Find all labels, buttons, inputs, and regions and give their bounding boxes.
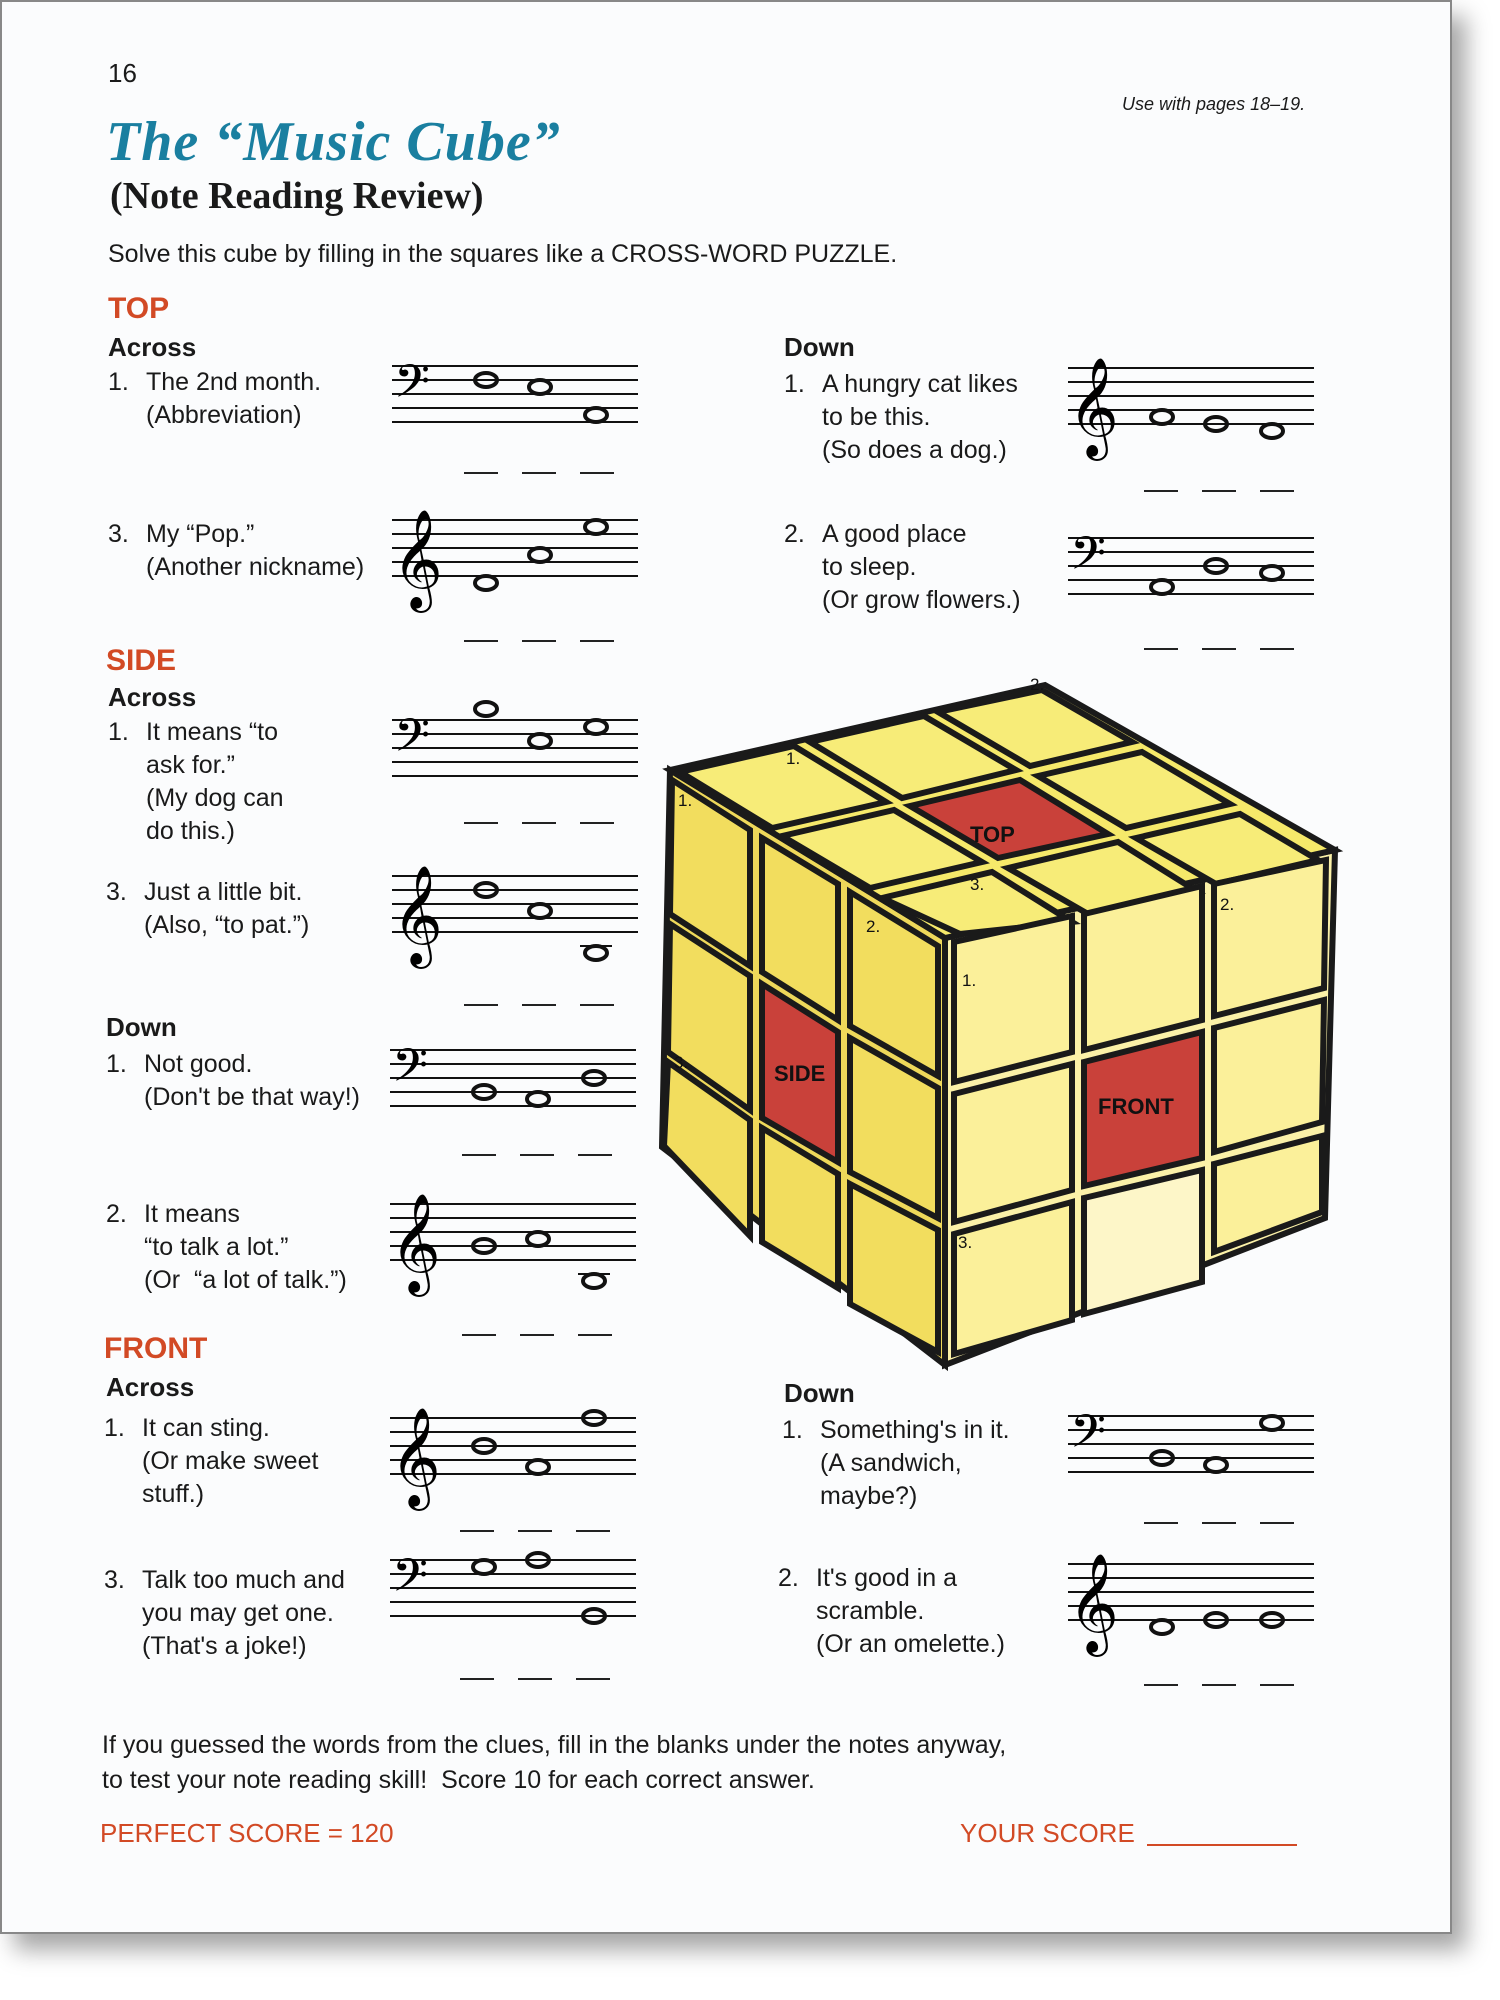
staff-top-across-1 xyxy=(390,356,640,436)
staff-top-across-3 xyxy=(390,498,640,618)
staff-front-down-2 xyxy=(1066,1542,1316,1662)
clue-text: It's good in a scramble. (Or an omelette.) xyxy=(816,1564,1005,1658)
answer-blanks-side-across-1[interactable] xyxy=(464,822,649,826)
clue-number: 2. xyxy=(106,1200,127,1228)
note-icon xyxy=(527,1232,549,1246)
clue-number: 3. xyxy=(106,878,127,906)
staff-side-across-3 xyxy=(390,854,640,974)
side-down-heading: Down xyxy=(106,1012,177,1042)
cube-front-label: FRONT xyxy=(1098,1094,1174,1119)
clue-text: A good place to sleep. (Or grow flowers.) xyxy=(822,520,1021,614)
treble-clef-icon: 𝄞 xyxy=(390,1193,441,1293)
treble-clef-icon: 𝄞 xyxy=(392,509,443,609)
answer-blanks-side-across-3[interactable] xyxy=(464,1004,649,1008)
note-icon xyxy=(585,408,607,422)
note-icon xyxy=(527,1092,549,1106)
cube-square xyxy=(1214,860,1326,1016)
front-down-heading: Down xyxy=(784,1378,855,1408)
note-icon xyxy=(1151,410,1173,424)
note-icon xyxy=(473,1560,495,1574)
clue-text: A hungry cat likes to be this. (So does a dog.) xyxy=(822,370,1018,464)
cube-number: 3. xyxy=(970,875,985,894)
cube-square xyxy=(1084,1170,1202,1314)
clue-number: 1. xyxy=(106,1050,127,1078)
cube-number: 1. xyxy=(678,791,693,810)
clue-number: 1. xyxy=(784,370,805,398)
music-cube-illustration xyxy=(642,652,1362,1372)
answer-blanks-side-down-2[interactable] xyxy=(462,1334,647,1338)
cube-square xyxy=(954,916,1072,1082)
clue-text: Not good. (Don't be that way!) xyxy=(144,1050,360,1111)
treble-clef-icon: 𝄞 xyxy=(1068,1553,1119,1653)
clue-text: It can sting. (Or make sweet stuff.) xyxy=(142,1414,319,1508)
section-front-heading: FRONT xyxy=(104,1332,208,1365)
answer-blanks-top-across-3[interactable] xyxy=(464,640,649,644)
answer-blanks-front-across-1[interactable] xyxy=(460,1530,645,1534)
treble-clef-icon: 𝄞 xyxy=(1068,357,1119,457)
bass-clef-icon: 𝄢 xyxy=(392,1039,429,1104)
staff-front-down-1 xyxy=(1066,1406,1316,1486)
cube-number: 1. xyxy=(962,971,977,990)
cube-number: 2. xyxy=(1030,675,1045,694)
note-icon xyxy=(585,520,607,534)
treble-clef-icon: 𝄞 xyxy=(392,865,443,965)
note-icon xyxy=(1261,424,1283,438)
answer-blanks-front-across-3[interactable] xyxy=(460,1678,645,1682)
answer-blanks-top-down-1[interactable] xyxy=(1144,490,1329,494)
clue-number: 1. xyxy=(108,718,129,746)
clue-number: 2. xyxy=(784,520,805,548)
note-icon xyxy=(585,946,607,960)
top-down-heading: Down xyxy=(784,332,855,362)
answer-blanks-top-across-1[interactable] xyxy=(464,472,649,476)
clue-text: Just a little bit. (Also, “to pat.”) xyxy=(144,878,310,939)
page-number: 16 xyxy=(108,58,137,88)
cube-side-label: SIDE xyxy=(774,1061,826,1086)
note-icon xyxy=(527,1460,549,1474)
use-with-note: Use with pages 18–19. xyxy=(1122,94,1306,114)
page-subtitle: (Note Reading Review) xyxy=(110,175,484,217)
page-title: The “Music Cube” xyxy=(106,111,561,173)
note-icon xyxy=(1151,1620,1173,1634)
section-top-heading: TOP xyxy=(108,292,170,325)
staff-front-across-1 xyxy=(388,1396,638,1516)
cube-number: 3. xyxy=(674,1053,689,1072)
note-icon xyxy=(529,734,551,748)
cube-top-label: TOP xyxy=(970,822,1015,847)
note-icon xyxy=(529,380,551,394)
clue-number: 3. xyxy=(104,1566,125,1594)
clue-text: The 2nd month. (Abbreviation) xyxy=(146,368,322,429)
clue-text: It means “to ask for.” (My dog can do this.) xyxy=(146,718,284,845)
note-icon xyxy=(1261,1416,1283,1430)
footer-note: If you guessed the words from the clues, fill in the blanks under the notes anyway, to test your note reading skill! Score 10 for each correct answer. xyxy=(102,1731,1007,1794)
clue-number: 1. xyxy=(108,368,129,396)
note-icon xyxy=(475,702,497,716)
staff-top-down-1 xyxy=(1066,338,1316,468)
staff-top-down-2 xyxy=(1066,528,1316,608)
section-side-heading: SIDE xyxy=(106,644,177,677)
side-across-heading: Across xyxy=(108,682,197,712)
staff-front-across-3 xyxy=(388,1550,638,1630)
clue-number: 1. xyxy=(104,1414,125,1442)
note-icon xyxy=(475,576,497,590)
your-score-field[interactable] xyxy=(1147,1844,1297,1846)
note-icon xyxy=(1205,1458,1227,1472)
note-icon xyxy=(529,548,551,562)
answer-blanks-front-down-2[interactable] xyxy=(1144,1684,1329,1688)
instructions: Solve this cube by filling in the squares like a CROSS-WORD PUZZLE. xyxy=(108,240,898,268)
bass-clef-icon: 𝄢 xyxy=(1070,1406,1107,1470)
bass-clef-icon: 𝄢 xyxy=(392,1550,429,1614)
cube-number: 3. xyxy=(958,1233,973,1252)
front-across-heading: Across xyxy=(106,1372,195,1402)
treble-clef-icon: 𝄞 xyxy=(390,1407,441,1507)
staff-side-across-1 xyxy=(390,700,640,800)
clue-text: Something's in it. (A sandwich, maybe?) xyxy=(820,1416,1010,1510)
bass-clef-icon: 𝄢 xyxy=(394,356,431,420)
staff-side-down-1 xyxy=(388,1038,638,1128)
clue-text: It means “to talk a lot.” (Or “a lot of talk.”) xyxy=(144,1200,347,1294)
clue-text: My “Pop.” (Another nickname) xyxy=(146,520,365,581)
clue-text: Talk too much and you may get one. (That's a joke!) xyxy=(142,1566,345,1660)
bass-clef-icon: 𝄢 xyxy=(1070,528,1107,592)
your-score-label: YOUR SCORE xyxy=(960,1818,1135,1848)
clue-number: 1. xyxy=(782,1416,803,1444)
note-icon xyxy=(585,720,607,734)
note-icon xyxy=(583,1274,605,1288)
note-icon xyxy=(1151,580,1173,594)
clue-number: 2. xyxy=(778,1564,799,1592)
answer-blanks-side-down-1[interactable] xyxy=(462,1154,647,1158)
cube-number: 2. xyxy=(1220,895,1235,914)
note-icon xyxy=(1261,566,1283,580)
bass-clef-icon: 𝄢 xyxy=(394,709,431,774)
staff-side-down-2 xyxy=(388,1182,638,1302)
top-across-heading: Across xyxy=(108,332,197,362)
cube-square xyxy=(1084,886,1202,1050)
cube-number: 1. xyxy=(786,749,801,768)
cube-number: 2. xyxy=(866,917,881,936)
perfect-score: PERFECT SCORE = 120 xyxy=(100,1818,394,1848)
answer-blanks-front-down-1[interactable] xyxy=(1144,1522,1329,1526)
clue-number: 3. xyxy=(108,520,129,548)
note-icon xyxy=(529,904,551,918)
